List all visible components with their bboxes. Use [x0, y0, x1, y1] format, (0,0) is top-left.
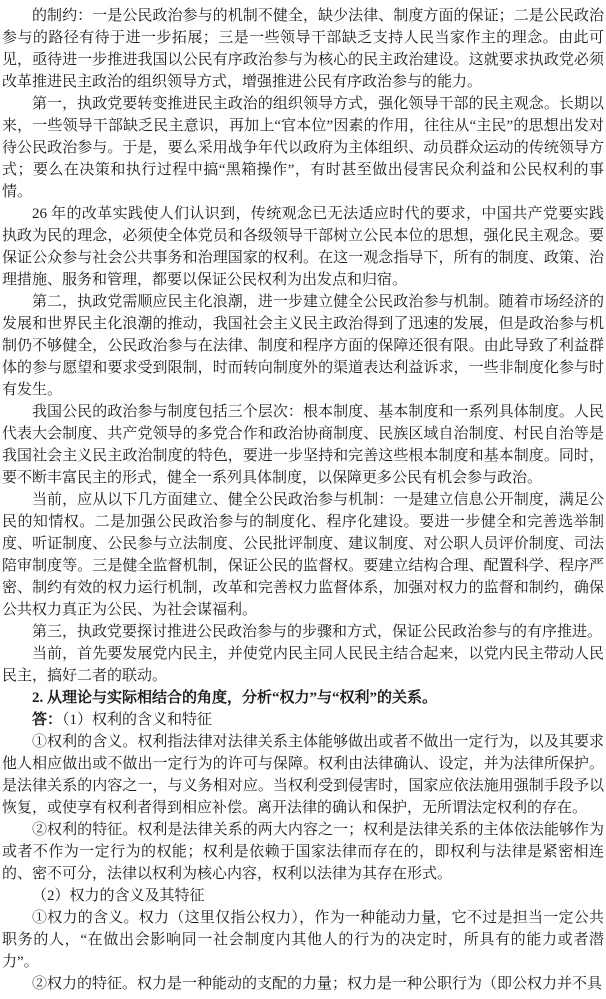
body-paragraph-power-features-partial: ②权力的特征。权力是一种能动的支配的力量；权力是一种公职行为（即公权力并不具 — [32, 976, 603, 992]
body-paragraph-system-levels: 我国公民的政治参与制度包括三个层次：根本制度、基本制度和一系列具体制度。人民代表大会制度、共产党领导的多党合作和政治协商制度、民族区域自治制度、村民自治等是我国社会主义民主政治制度的特色，要进一步坚持和完善这些根本制度和基本制度。同时，要不断丰富民主的形式，健全一系列具体制度，以保障更多公民有机会参与政治。 — [2, 404, 604, 486]
body-paragraph-rights-features: ②权利的特征。权利是法律关系的两大内容之一；权利是法律关系的主体依法能够作为或者不作为一定行为的权能；权利是依赖于国家法律而存在的，即权利与法律是紧密相连的、密不可分，法律以权利为核心内容，权利以法律为其存在形式。 — [2, 822, 604, 882]
body-paragraph-point-1: 第一，执政党要转变推进民主政治的组织领导方式，强化领导干部的民主观念。长期以来，一些领导干部缺乏民主意识，再加上“官本位”因素的作用，往往从“主民”的思想出发对待公民政治参与。于是，要么采用战争年代以政府为主体组织、动员群众运动的传统领导方式；要么在决策和执行过程中搞“黑箱操作”，有时甚至做出侵害民众利益和公民权利的事情。 — [2, 96, 604, 200]
answer-section-1-title: （1）权利的含义和特征 — [62, 712, 213, 728]
body-paragraph-reform: 26 年的改革实践使人们认识到，传统观念已无法适应时代的要求，中国共产党要实践执政为民的理念，必须使全体党员和各级领导干部树立公民本位的思想，强化民主观念。要保证公众参与社会公共事务和治理国家的权利。在这一观念指导下，所有的制度、政策、治理措施、服务和管理，都要以保证公民权利为出发点和归宿。 — [2, 206, 604, 288]
body-paragraph-point-3: 第三，执政党要探讨推进公民政治参与的步骤和方式，保证公民政治参与的有序推进。 — [32, 624, 603, 640]
answer-section-2-title: （2）权力的含义及其特征 — [32, 888, 205, 904]
question-2-heading: 2. 从理论与实际相结合的角度，分析“权力”与“权利”的关系。 — [32, 690, 438, 706]
answer-prefix: 答： — [32, 712, 63, 728]
body-paragraph-continuation: 的制约：一是公民政治参与的机制不健全，缺少法律、制度方面的保证；二是公民政治参与的路径有待于进一步拓展；三是一些领导干部缺乏支持人民当家作主的理念。由此可见，亟待进一步推进我国以公民有序政治参与为核心的民主政治建设。这就要求执政党必须改革推进民主政治的组织领导方式，增强推进公民有序政治参与的能力。 — [2, 8, 604, 90]
body-paragraph-power-definition: ①权力的含义。权力（这里仅指公权力），作为一种能动力量，它不过是担当一定公共职务的人，“在做出会影响同一社会制度内其他人的行为的决定时，所具有的能力或者潜力”。 — [2, 910, 604, 970]
body-paragraph-inner-party-democracy: 当前，首先要发展党内民主，并使党内民主同人民民主结合起来，以党内民主带动人民民主，搞好二者的联动。 — [2, 646, 604, 684]
body-paragraph-mechanisms: 当前，应从以下几方面建立、健全公民政治参与机制：一是建立信息公开制度，满足公民的知情权。二是加强公民政治参与的制度化、程序化建设。要进一步健全和完善选举制度、听证制度、公民参与立法制度、公民批评制度、建议制度、对公职人员评价制度、司法陪审制度等。三是健全监督机制，保证公民的监督权。要建立结构合理、配置科学、程序严密、制约有效的权力运行机制，改革和完善权力监督体系，加强对权力的监督和制约，确保公共权力真正为公民、为社会谋福利。 — [2, 492, 604, 618]
body-paragraph-rights-definition: ①权利的含义。权利指法律对法律关系主体能够做出或者不做出一定行为，以及其要求他人相应做出或不做出一定行为的许可与保障。权利由法律确认、设定，并为法律所保护。是法律关系的内容之一，与义务相对应。当权利受到侵害时，国家应依法施用强制手段予以恢复，或使享有权利者得到相应补偿。离开法律的确认和保护，无所谓法定权利的存在。 — [2, 734, 604, 816]
answer-line — [2, 709, 604, 731]
body-paragraph-point-2: 第二，执政党需顺应民主化浪潮，进一步建立健全公民政治参与机制。随着市场经济的发展和世界民主化浪潮的推动，我国社会主义民主政治得到了迅速的发展，但是政治参与机制仍不够健全，公民政治参与在法律、制度和程序方面的保障还很有限。由此导致了利益群体的参与愿望和要求受到限制，时而转向制度外的渠道表达利益诉求，一些非制度化参与时有发生。 — [2, 294, 604, 398]
